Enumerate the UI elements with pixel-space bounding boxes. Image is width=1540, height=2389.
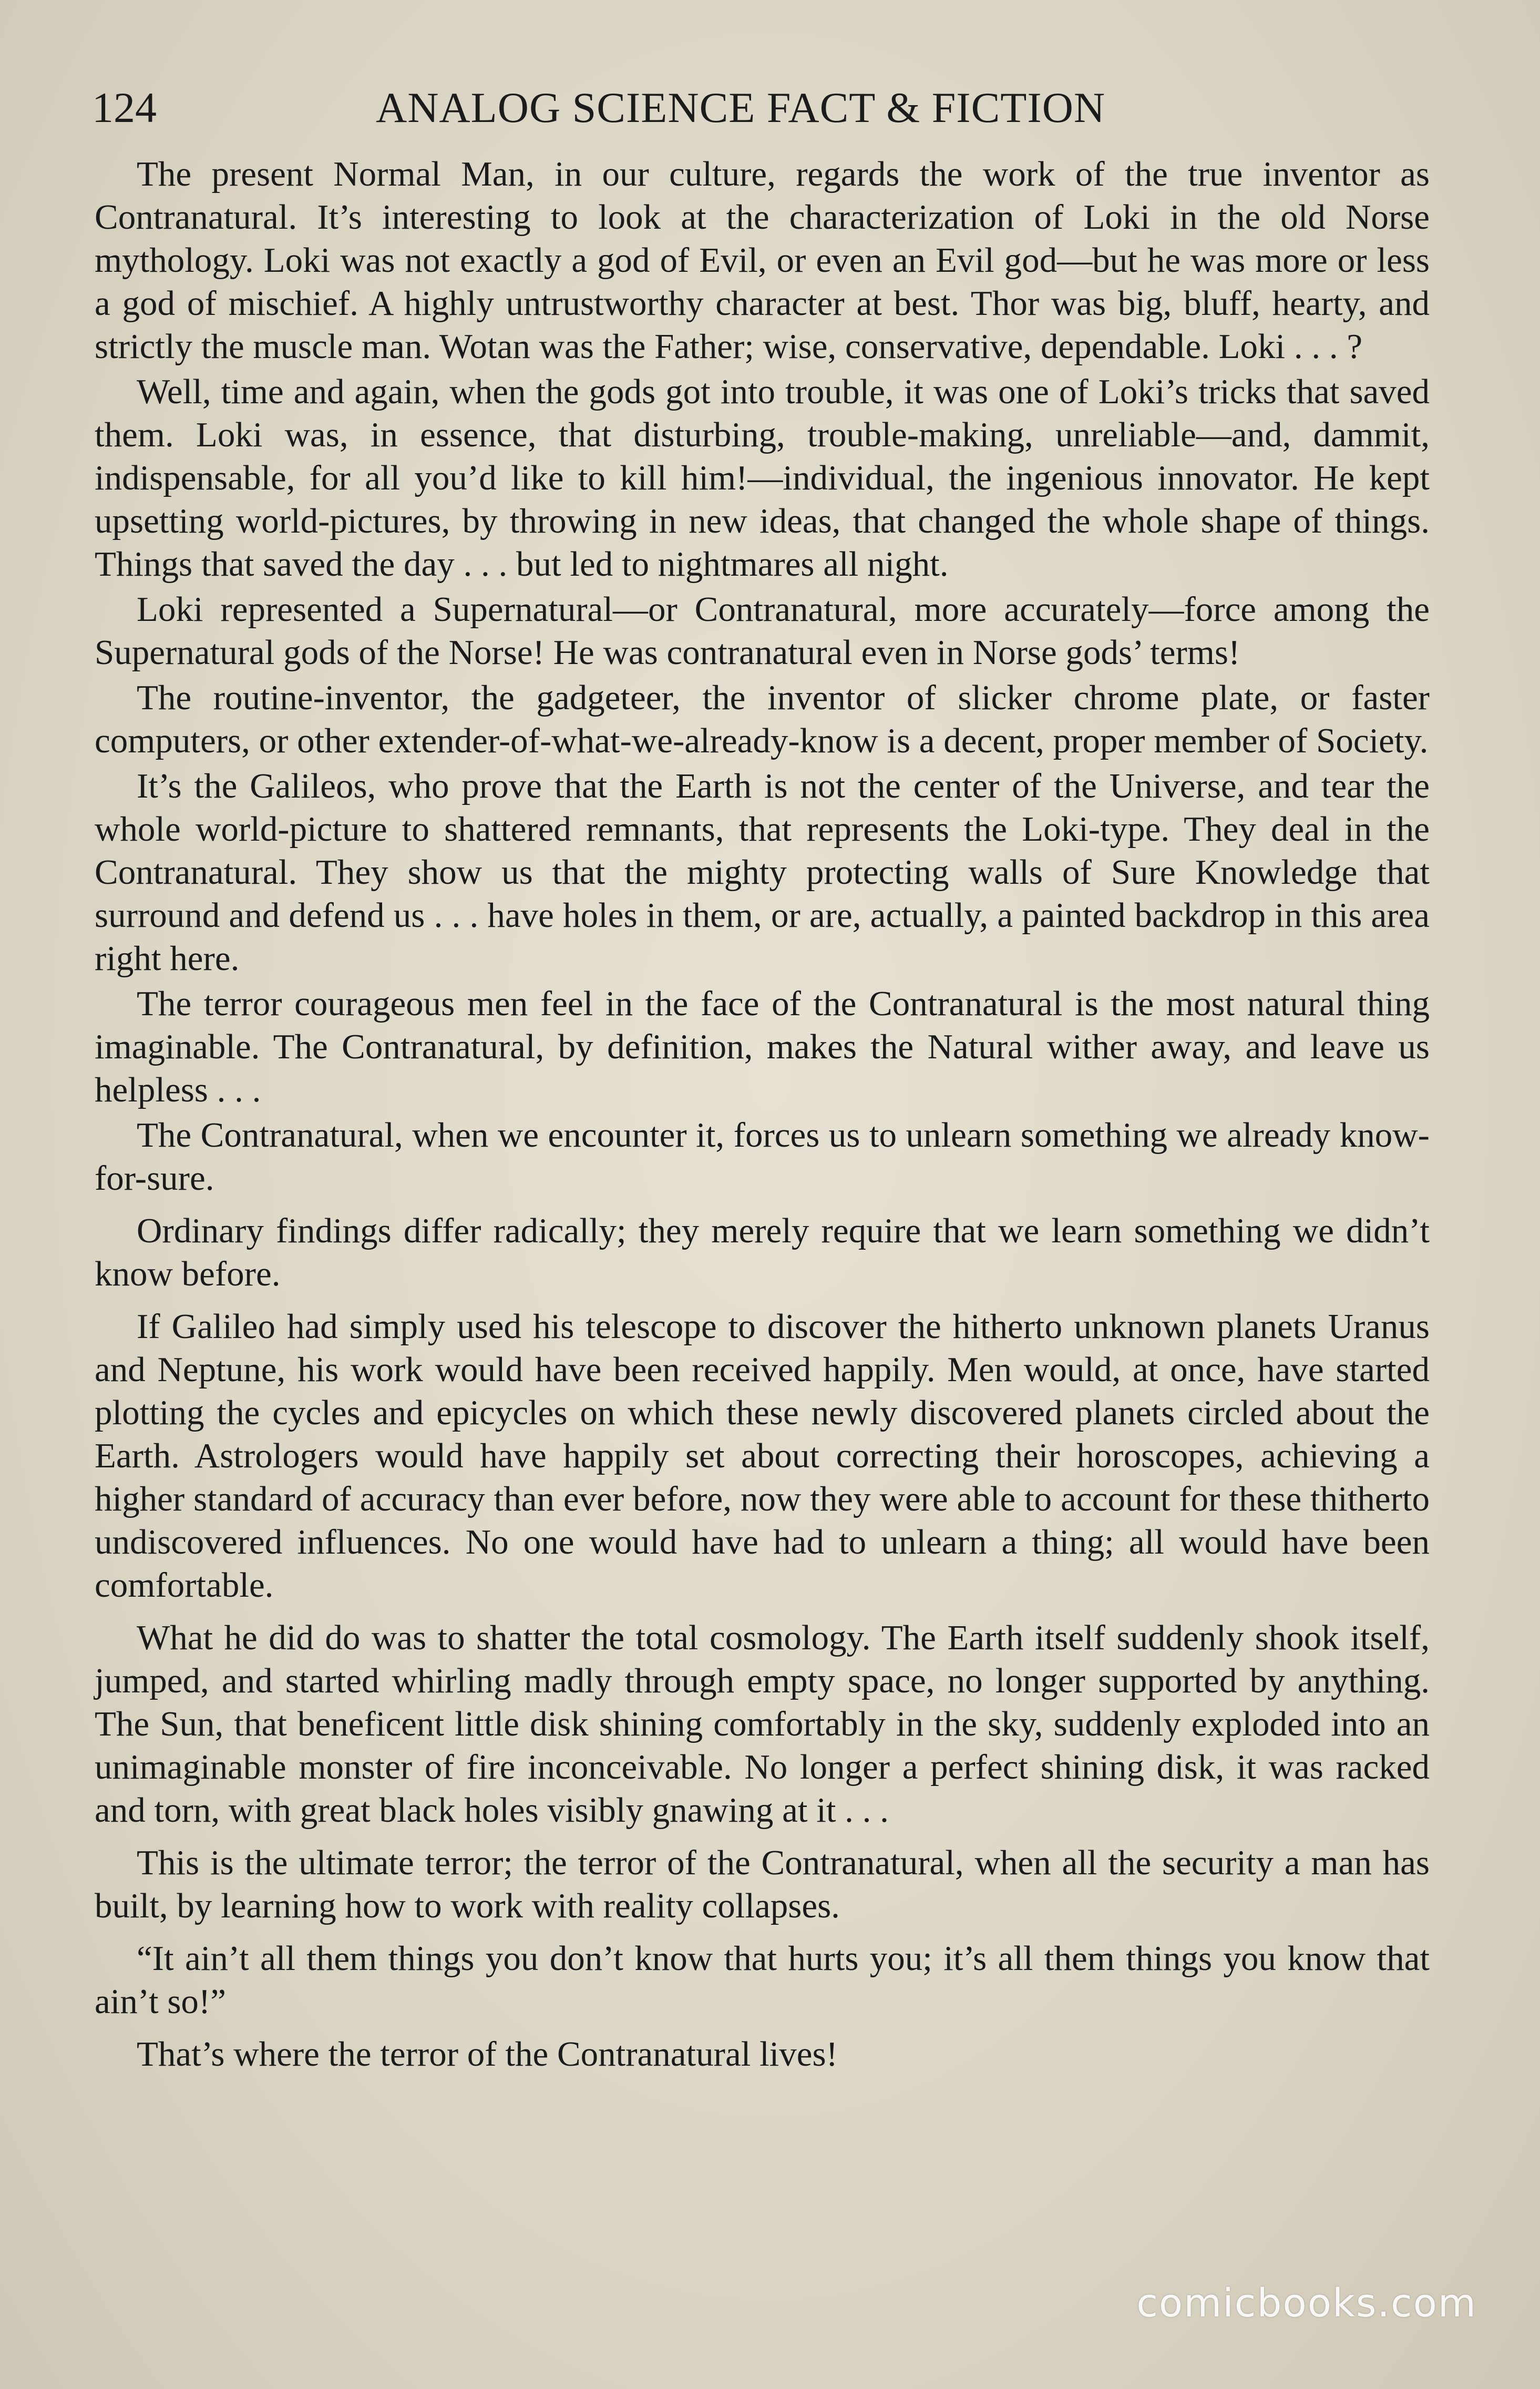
watermark: comicbooks.com [1136,2281,1477,2326]
paragraph: This is the ultimate terror; the terror of the Contranatural, when all the security a man has built, by learning how to work with reality collapses. [95,1843,1430,1925]
paragraph: That’s where the terror of the Contranatural lives! [137,2035,838,2074]
paragraph: The terror courageous men feel in the face of the Contranatural is the most natural thing imaginable. The Contranatural, by definition, makes the Natural wither away, and leave us helpless . . . [95,984,1430,1109]
article-body [95,152,1430,2078]
paragraph: What he did do was to shatter the total cosmology. The Earth itself suddenly shook itself, jumped, and started whirling madly through empty space, no longer supported by anything. The Sun, that beneficent little disk shining comfortably in the sky, suddenly exploded into an unimaginable monster of fire inconceivable. No longer a perfect shining disk, it was racked and torn, with great black holes visibly gnawing at it . . . [95,1618,1430,1830]
paragraph: Loki represented a Supernatural—or Contranatural, more accurately—force among the Supernatural gods of the Norse! He was contranatural even in Norse gods’ terms! [95,590,1430,672]
paragraph: Well, time and again, when the gods got into trouble, it was one of Loki’s tricks that saved them. Loki was, in essence, that disturbing, trouble-making, unreliable—and, dammit, indispensable, for all you’d like to kill him!—individual, the ingenious innovator. He kept upsetting world-pictures, by throwing in new ideas, that changed the whole shape of things. Things that saved the day . . . but led to nightmares all night. [95,372,1430,584]
paragraph: The present Normal Man, in our culture, regards the work of the true inventor as Contranatural. It’s interesting to look at the characterization of Loki in the old Norse mythology. Loki was not exactly a god of Evil, or even an Evil god—but he was more or less a god of mischief. A highly untrustworthy character at best. Thor was big, bluff, hearty, and strictly the muscle man. Wotan was the Father; wise, conservative, dependable. Loki . . . ? [95,155,1430,366]
paragraph: If Galileo had simply used his telescope to discover the hitherto unknown planets Uranus and Neptune, his work would have been received happily. Men would, at once, have started plotting the cycles and epicycles on which these newly discovered planets circled about the Earth. Astrologers would have happily set about correcting their horoscopes, achieving a higher standard of accuracy than ever before, now they were able to account for these thitherto undiscovered influences. No one would have had to unlearn a thing; all would have been comfortable. [95,1307,1430,1605]
page-number: 124 [92,84,157,131]
paragraph: The routine-inventor, the gadgeteer, the inventor of slicker chrome plate, or faster computers, or other extender-of-what-we-already-know is a decent, proper member of Society. [95,678,1430,760]
page-header [92,79,1438,137]
running-title: ANALOG SCIENCE FACT & FICTION [376,84,1106,131]
paragraph: It’s the Galileos, who prove that the Earth is not the center of the Universe, and tear the whole world-picture to shattered remnants, that represents the Loki-type. They deal in the Contranatural. They show us that the mighty protecting walls of Sure Knowledge that surround and defend us . . . have holes in them, or are, actually, a painted backdrop in this area right here. [95,767,1430,978]
paragraph: The Contranatural, when we encounter it, forces us to unlearn something we already know-for-sure. [95,1116,1430,1198]
paragraph: Ordinary findings differ radically; they merely require that we learn something we didn’t know before. [95,1211,1430,1293]
paragraph: “It ain’t all them things you don’t know that hurts you; it’s all them things you know that ain’t so!” [95,1939,1430,2021]
